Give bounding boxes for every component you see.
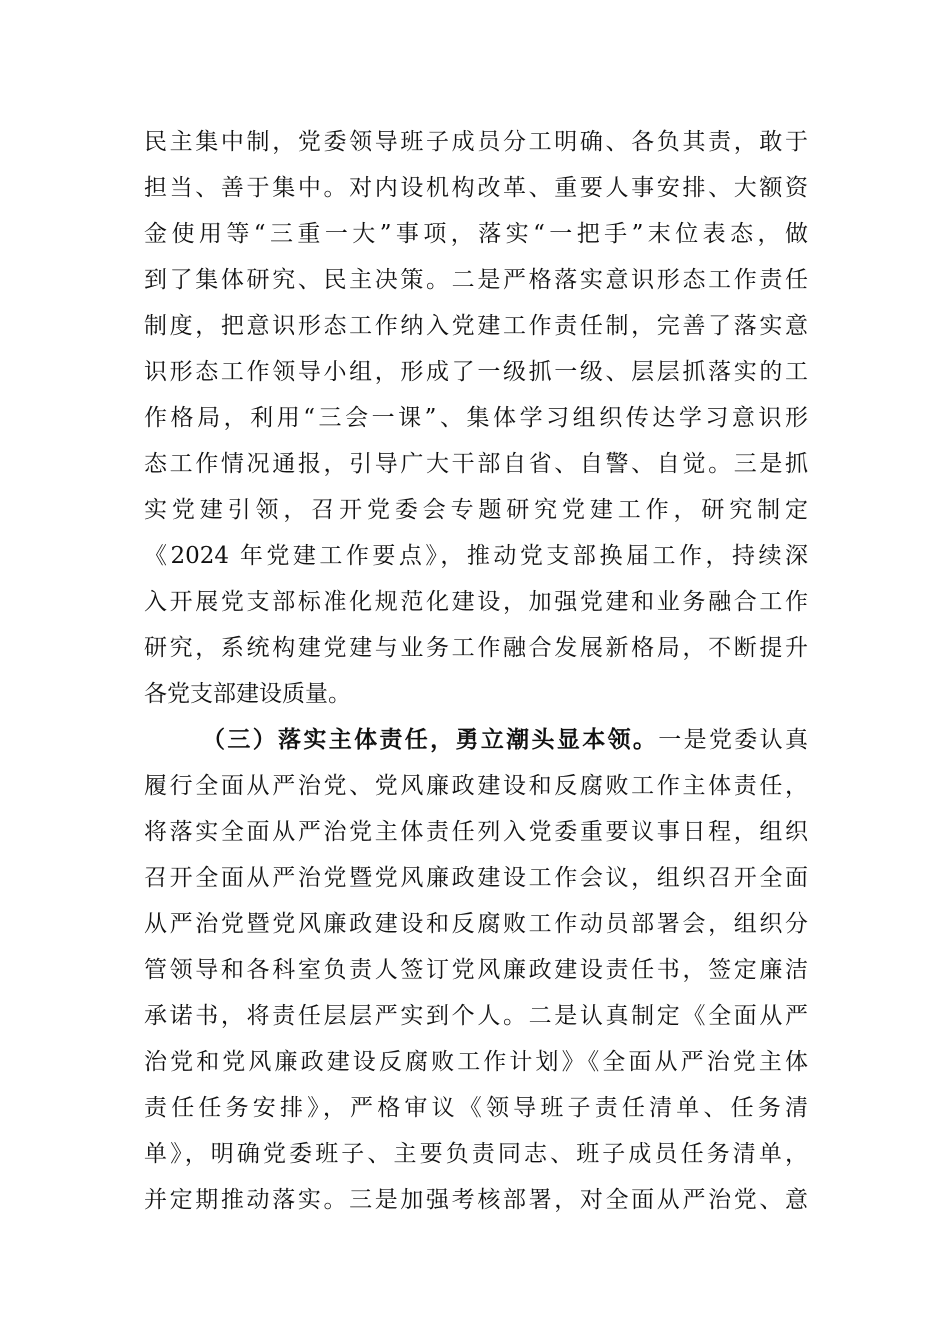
- body-text-line: 从严治党暨党风廉政建设和反腐败工作动员部署会，组织分: [144, 911, 808, 937]
- body-text-line: 入开展党支部标准化规范化建设，加强党建和业务融合工作: [144, 589, 808, 615]
- body-text-line: 各党支部建设质量。: [144, 681, 351, 707]
- body-text-line: 态工作情况通报，引导广大干部自省、自警、自觉。三是抓: [144, 451, 808, 477]
- body-text-line: 将落实全面从严治党主体责任列入党委重要议事日程，组织: [144, 819, 808, 845]
- section-heading: （三）落实主体责任，勇立潮头显本领。: [202, 726, 659, 753]
- body-text-line: 召开全面从严治党暨党风廉政建设工作会议，组织召开全面: [144, 865, 808, 891]
- body-text-line: 研究，系统构建党建与业务工作融合发展新格局，不断提升: [144, 635, 808, 661]
- body-text-span: 一是党委认真: [658, 727, 809, 753]
- body-text-line: 制度，把意识形态工作纳入党建工作责任制，完善了落实意: [144, 313, 808, 339]
- body-text-line: 金使用等“三重一大”事项，落实“一把手”末位表态，做: [144, 221, 808, 247]
- section-first-line: [202, 722, 808, 758]
- body-text-line: 并定期推动落实。三是加强考核部署，对全面从严治党、意: [144, 1187, 808, 1213]
- body-text-line: 作格局，利用“三会一课”、集体学习组织传达学习意识形: [144, 405, 808, 431]
- body-text-line: 承诺书，将责任层层严实到个人。二是认真制定《全面从严: [144, 1003, 808, 1029]
- body-text-line: 民主集中制，党委领导班子成员分工明确、各负其责，敢于: [144, 129, 808, 155]
- body-text-line: 单》，明确党委班子、主要负责同志、班子成员任务清单，: [144, 1141, 808, 1167]
- body-text-line: 识形态工作领导小组，形成了一级抓一级、层层抓落实的工: [144, 359, 808, 385]
- body-text-line: 《2024 年党建工作要点》，推动党支部换届工作，持续深: [144, 543, 808, 569]
- body-text-line: 担当、善于集中。对内设机构改革、重要人事安排、大额资: [144, 175, 808, 201]
- body-text-line: 实党建引领，召开党委会专题研究党建工作，研究制定: [144, 497, 808, 523]
- body-text-line: 责任任务安排》，严格审议《领导班子责任清单、任务清: [144, 1095, 808, 1121]
- body-text-line: 履行全面从严治党、党风廉政建设和反腐败工作主体责任，: [144, 773, 808, 799]
- body-text-line: 管领导和各科室负责人签订党风廉政建设责任书，签定廉洁: [144, 957, 808, 983]
- body-text-line: 治党和党风廉政建设反腐败工作计划》《全面从严治党主体: [144, 1049, 808, 1075]
- body-text-line: 到了集体研究、民主决策。二是严格落实意识形态工作责任: [144, 267, 808, 293]
